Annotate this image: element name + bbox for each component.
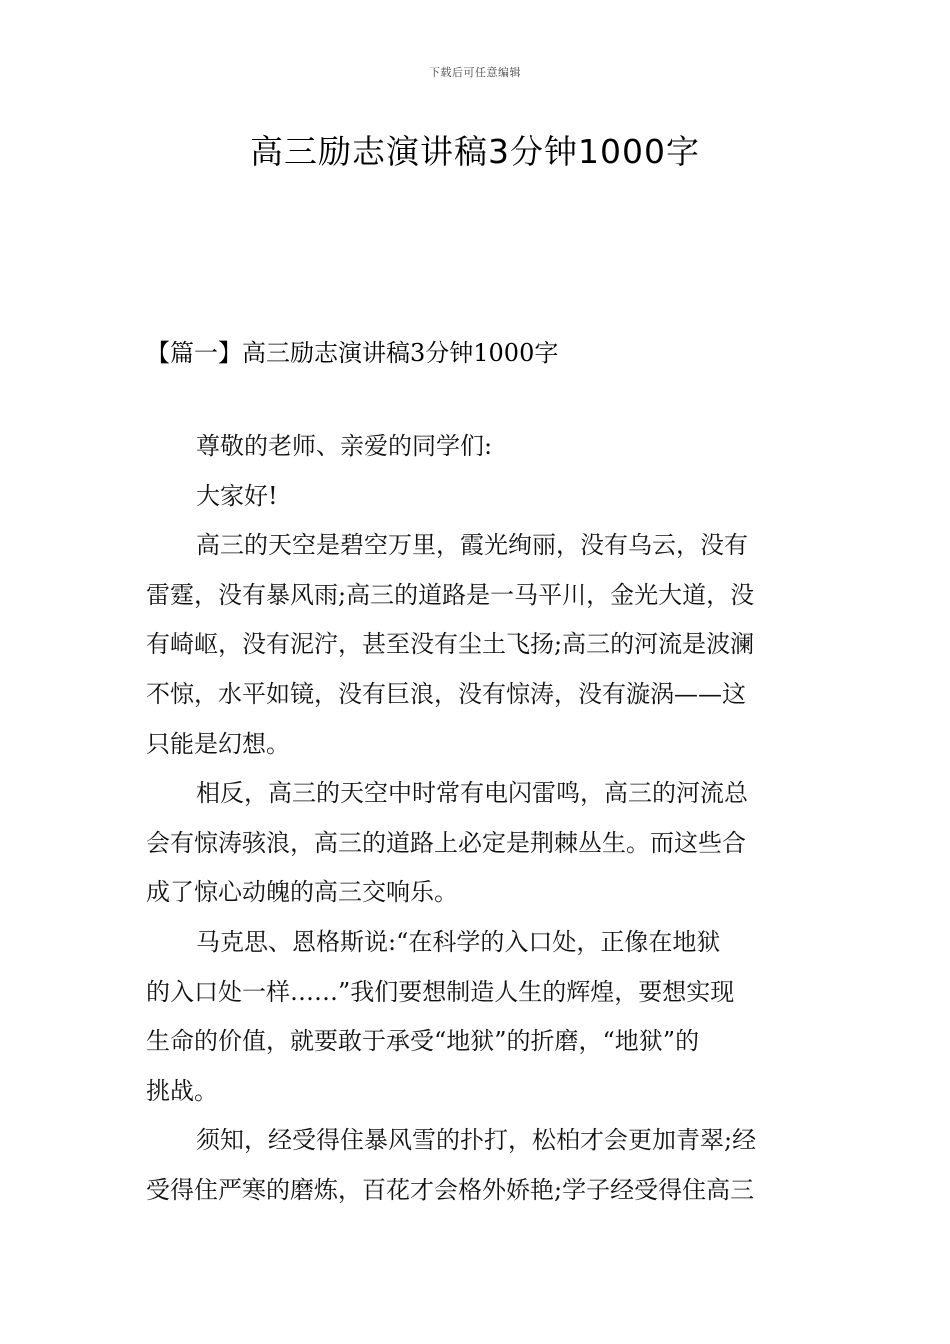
paragraph-3-line-3: 生命的价值，就要敢于承受“地狱”的折磨，“地狱”的 bbox=[146, 1027, 700, 1056]
paragraph-2-line-3: 成了惊心动魄的高三交响乐。 bbox=[146, 878, 458, 907]
header-note: 下载后可任意编辑 bbox=[429, 66, 521, 79]
paragraph-4-line-2: 受得住严寒的磨炼，百花才会格外娇艳;学子经受得住高三 bbox=[146, 1175, 755, 1204]
paragraph-1-line-4: 不惊，水平如镜，没有巨浪，没有惊涛，没有漩涡——这 bbox=[146, 679, 746, 708]
document-title: 高三励志演讲稿3分钟1000字 bbox=[250, 132, 700, 171]
salutation-line: 尊敬的老师、亲爱的同学们: bbox=[196, 432, 493, 460]
paragraph-3-line-2: 的入口处一样……”我们要想制造人生的辉煌，要想实现 bbox=[146, 977, 735, 1006]
paragraph-3-line-1: 马克思、恩格斯说:“在科学的入口处，正像在地狱 bbox=[196, 927, 721, 956]
paragraph-2-line-1: 相反，高三的天空中时常有电闪雷鸣，高三的河流总 bbox=[196, 779, 748, 808]
paragraph-4-line-1: 须知，经受得住暴风雪的扑打，松柏才会更加青翠;经 bbox=[196, 1126, 757, 1155]
paragraph-1-line-1: 高三的天空是碧空万里，霞光绚丽，没有乌云，没有 bbox=[196, 531, 748, 560]
greeting-line: 大家好! bbox=[196, 481, 278, 510]
paragraph-1-line-3: 有崎岖，没有泥泞，甚至没有尘土飞扬;高三的河流是波澜 bbox=[146, 630, 755, 659]
paragraph-1-line-2: 雷霆，没有暴风雨;高三的道路是一马平川，金光大道，没 bbox=[146, 580, 755, 609]
paragraph-1-line-5: 只能是幻想。 bbox=[146, 729, 290, 758]
body-text bbox=[146, 422, 808, 1216]
paragraph-2-line-2: 会有惊涛骇浪，高三的道路上必定是荆棘丛生。而这些合 bbox=[146, 828, 746, 857]
section-heading: 【篇一】高三励志演讲稿3分钟1000字 bbox=[146, 339, 559, 367]
paragraph-3-line-4: 挑战。 bbox=[146, 1076, 218, 1105]
